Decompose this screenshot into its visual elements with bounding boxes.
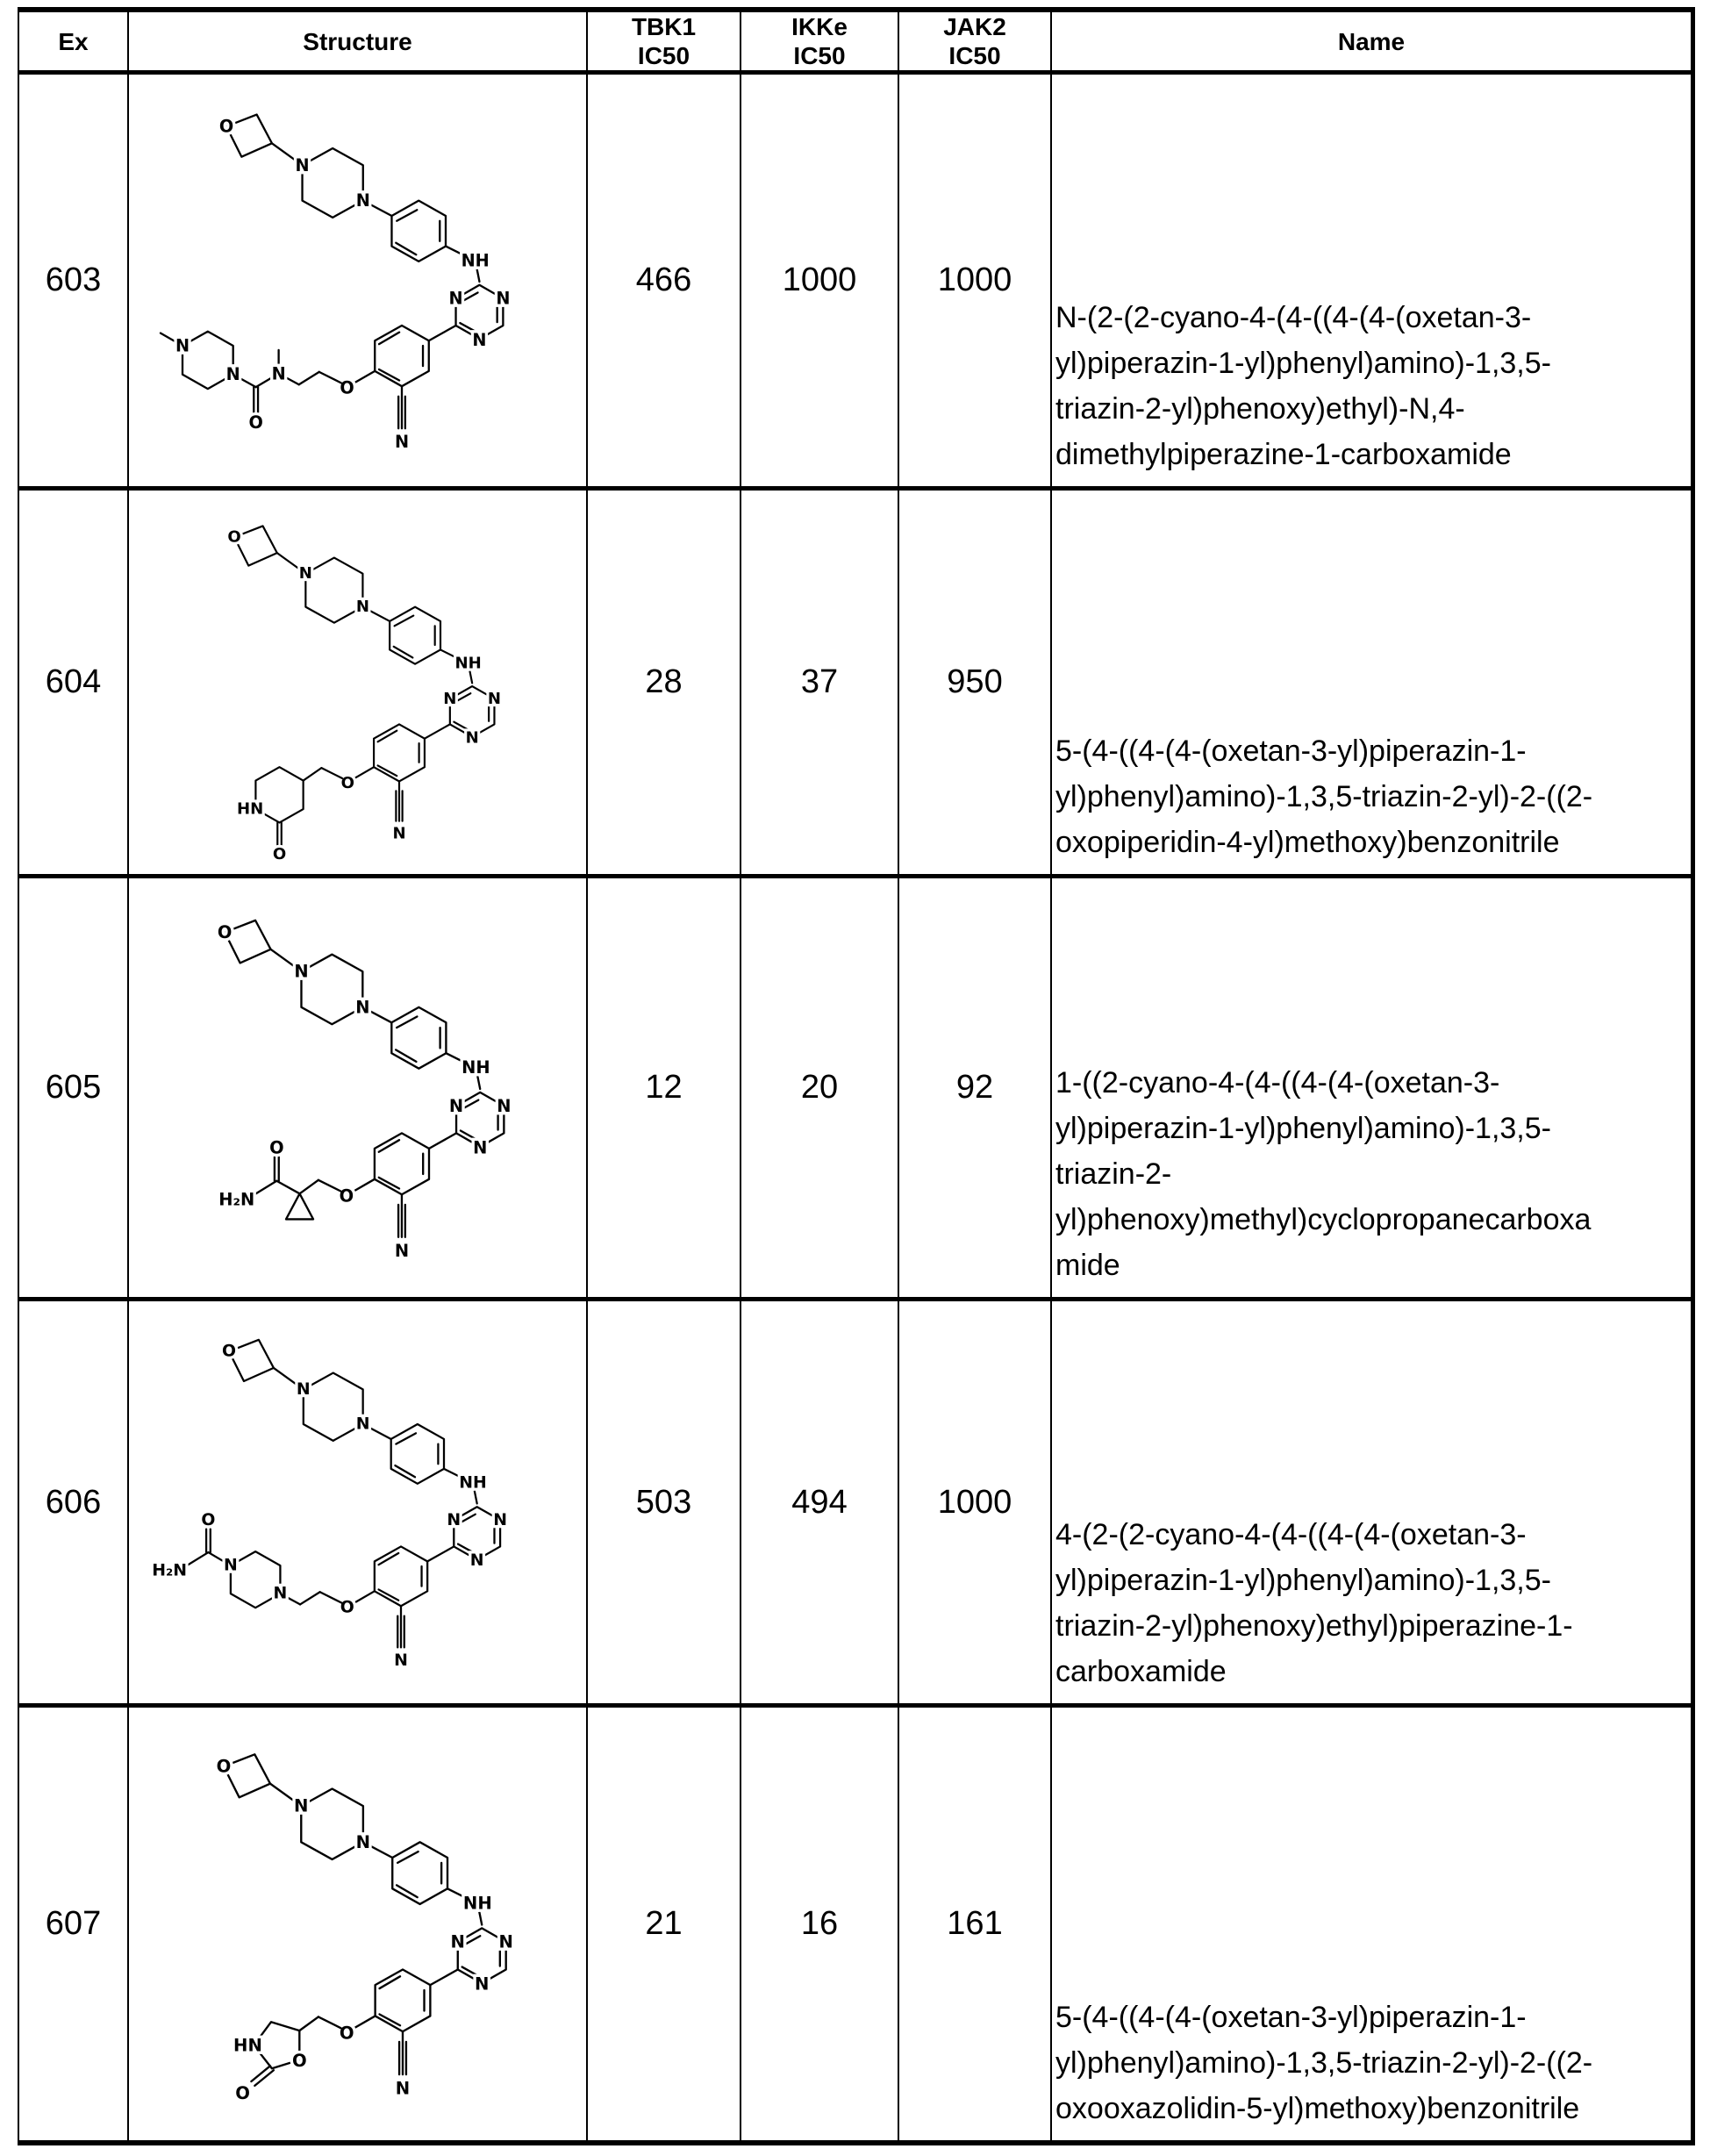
atom-label: HN xyxy=(236,799,263,819)
tbk1-value-607 xyxy=(588,1708,741,2140)
name-cell-603 xyxy=(1052,75,1691,491)
header-name-label: Name xyxy=(1337,27,1406,55)
ic50-value: 494 xyxy=(791,1483,848,1521)
atom-label: O xyxy=(200,1510,215,1529)
name-line: oxooxazolidin-5-yl)methoxy)benzonitrile xyxy=(1055,2092,1580,2125)
name-line: yl)piperazin-1-yl)phenyl)amino)-1,3,5- xyxy=(1055,1112,1551,1145)
header-structure xyxy=(129,12,588,75)
structure-drawing-604 xyxy=(152,496,564,869)
jak2-value-606 xyxy=(899,1301,1052,1708)
header-jak2-ic50 xyxy=(899,12,1052,75)
ex-number: 607 xyxy=(45,1905,102,1942)
structure-cell-607 xyxy=(129,1708,588,2140)
ic50-value: 12 xyxy=(645,1069,683,1106)
structure-cell-605 xyxy=(129,878,588,1301)
atom-label: N xyxy=(175,335,190,356)
atom-label: H₂N xyxy=(218,1189,255,1210)
structure-drawing-606 xyxy=(143,1308,573,1697)
atom-label: N xyxy=(271,362,286,383)
name-line: yl)piperazin-1-yl)phenyl)amino)-1,3,5- xyxy=(1055,1564,1551,1597)
variant-606-piperazine-carboxamide xyxy=(152,1510,341,1607)
structure-cell-606 xyxy=(129,1301,588,1708)
variant-604-oxopiperidinyl-methoxy xyxy=(236,767,341,863)
header-ikke-line2: IC50 xyxy=(793,42,846,69)
name-line: 4-(2-(2-cyano-4-(4-((4-(4-(oxetan-3- xyxy=(1055,1518,1527,1551)
name-cell-604 xyxy=(1052,491,1691,878)
header-ex xyxy=(19,12,129,75)
ex-number: 605 xyxy=(45,1069,102,1106)
ex-number: 604 xyxy=(45,663,102,700)
name-line: 5-(4-((4-(4-(oxetan-3-yl)piperazin-1- xyxy=(1055,2001,1527,2034)
ic50-value: 20 xyxy=(800,1069,839,1106)
ikke-value-603 xyxy=(741,75,899,491)
header-ex-label: Ex xyxy=(58,27,89,55)
jak2-value-607 xyxy=(899,1708,1052,2140)
name-cell-607 xyxy=(1052,1708,1691,2140)
ikke-value-605 xyxy=(741,878,899,1301)
name-line: N-(2-(2-cyano-4-(4-((4-(4-(oxetan-3- xyxy=(1055,301,1532,334)
atom-label: O xyxy=(234,2083,250,2104)
ic50-value: 950 xyxy=(947,663,1003,700)
ex-cell-607 xyxy=(19,1708,129,2140)
atom-label: N xyxy=(225,363,240,384)
ic50-value: 21 xyxy=(645,1905,683,1942)
structure-drawing-605 xyxy=(136,888,579,1288)
header-name xyxy=(1052,12,1691,75)
ic50-value: 92 xyxy=(955,1069,994,1106)
ic50-value: 37 xyxy=(800,663,839,700)
header-tbk1-line1: TBK1 xyxy=(631,13,697,40)
ic50-value: 1000 xyxy=(937,261,1012,298)
name-line: yl)piperazin-1-yl)phenyl)amino)-1,3,5- xyxy=(1055,347,1551,380)
name-line: carboxamide xyxy=(1055,1655,1227,1688)
ic50-value: 466 xyxy=(635,261,692,298)
name-line: triazin-2-yl)phenoxy)ethyl)piperazine-1- xyxy=(1055,1609,1573,1643)
ex-number: 603 xyxy=(45,261,102,298)
ic50-value: 28 xyxy=(645,663,683,700)
structure-cell-603 xyxy=(129,75,588,491)
header-tbk1-line2: IC50 xyxy=(637,42,690,69)
jak2-value-603 xyxy=(899,75,1052,491)
ex-cell-605 xyxy=(19,878,129,1301)
variant-605-cyclopropanecarboxamide xyxy=(218,1137,340,1219)
name-line: mide xyxy=(1055,1249,1120,1282)
atom-label: N xyxy=(223,1556,238,1575)
tbk1-value-606 xyxy=(588,1301,741,1708)
atom-label: O xyxy=(272,845,286,864)
header-ikke-line1: IKKe xyxy=(791,13,848,40)
name-line: triazin-2- xyxy=(1055,1157,1172,1191)
ex-cell-606 xyxy=(19,1301,129,1708)
atom-label: O xyxy=(269,1136,284,1157)
ex-cell-603 xyxy=(19,75,129,491)
name-line: 5-(4-((4-(4-(oxetan-3-yl)piperazin-1- xyxy=(1055,734,1527,768)
name-line: 1-((2-cyano-4-(4-((4-(4-(oxetan-3- xyxy=(1055,1066,1500,1099)
name-line: oxopiperidin-4-yl)methoxy)benzonitrile xyxy=(1055,826,1560,859)
name-line: yl)phenoxy)methyl)cyclopropanecarboxa xyxy=(1055,1203,1592,1236)
ic50-value: 161 xyxy=(947,1905,1003,1942)
jak2-value-604 xyxy=(899,491,1052,878)
name-cell-606 xyxy=(1052,1301,1691,1708)
structure-drawing-603 xyxy=(139,82,577,479)
tbk1-value-603 xyxy=(588,75,741,491)
atom-label: O xyxy=(247,412,263,433)
ikke-value-606 xyxy=(741,1301,899,1708)
header-tbk1-ic50 xyxy=(588,12,741,75)
structure-cell-604 xyxy=(129,491,588,878)
tbk1-value-604 xyxy=(588,491,741,878)
header-jak2-line1: JAK2 xyxy=(943,13,1006,40)
name-line: dimethylpiperazine-1-carboxamide xyxy=(1055,438,1512,471)
name-line: yl)phenyl)amino)-1,3,5-triazin-2-yl)-2-((2- xyxy=(1055,780,1593,813)
ic50-value: 1000 xyxy=(937,1483,1012,1521)
header-jak2-line2: IC50 xyxy=(948,42,1001,69)
atom-label: H₂N xyxy=(151,1560,187,1579)
ic50-value: 16 xyxy=(800,1905,839,1942)
variant-603-dimethylpiperazine-carboxamide xyxy=(161,331,341,432)
header-ikke-ic50 xyxy=(741,12,899,75)
ic50-value: 503 xyxy=(635,1483,692,1521)
atom-label: O xyxy=(291,2050,307,2071)
tbk1-value-605 xyxy=(588,878,741,1301)
ex-cell-604 xyxy=(19,491,129,878)
compound-activity-table xyxy=(18,7,1695,2145)
name-line: yl)phenyl)amino)-1,3,5-triazin-2-yl)-2-((2- xyxy=(1055,2046,1593,2080)
variant-607-oxooxazolidinyl-methoxy xyxy=(233,2016,340,2103)
ikke-value-607 xyxy=(741,1708,899,2140)
jak2-value-605 xyxy=(899,878,1052,1301)
ex-number: 606 xyxy=(45,1483,102,1521)
name-line: triazin-2-yl)phenoxy)ethyl)-N,4- xyxy=(1055,392,1465,426)
header-structure-label: Structure xyxy=(303,27,412,55)
name-cell-605 xyxy=(1052,878,1691,1301)
ikke-value-604 xyxy=(741,491,899,878)
atom-label: HN xyxy=(233,2035,262,2056)
atom-label: N xyxy=(273,1584,287,1603)
ic50-value: 1000 xyxy=(782,261,857,298)
structure-drawing-607 xyxy=(134,1722,582,2126)
